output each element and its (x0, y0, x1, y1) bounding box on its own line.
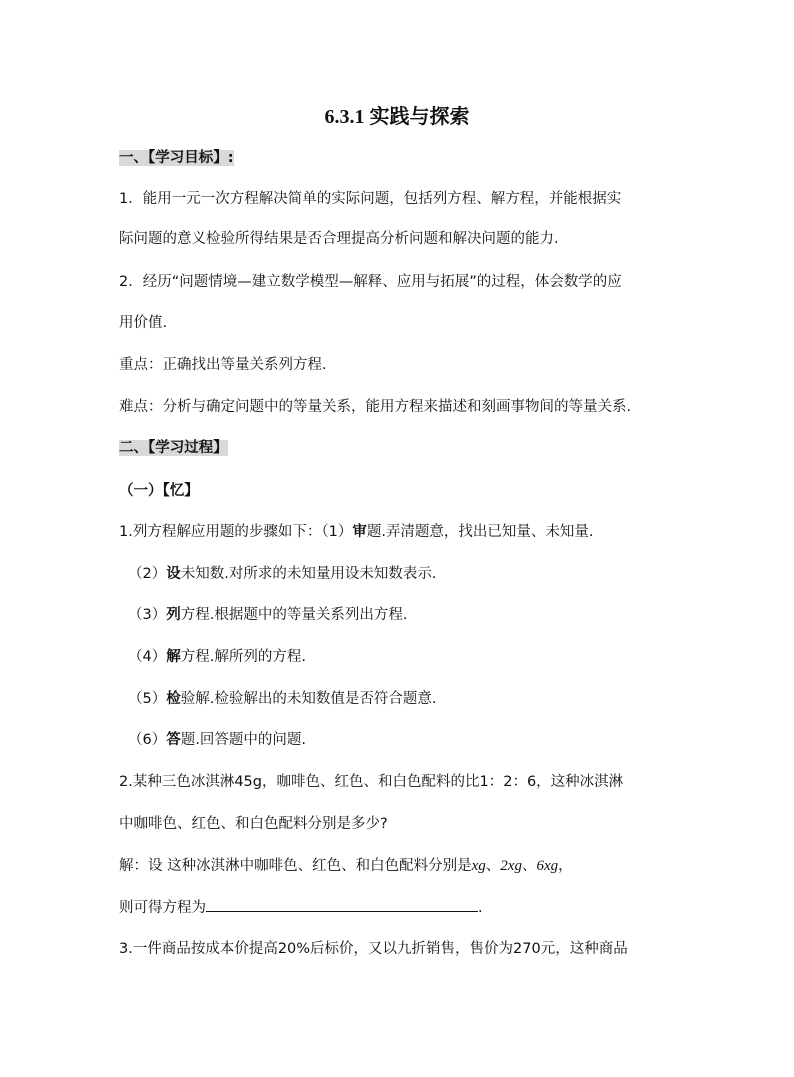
solution-var-2: 2xg (500, 858, 522, 874)
step-5-keyword: 检 (166, 691, 181, 707)
goal-2-line-1: 2．经历“问题情境—建立数学模型—解释、应用与拓展”的过程，体会数学的应 (119, 274, 622, 290)
step-5 (128, 689, 436, 709)
solution-sep-2: 、 (521, 858, 537, 874)
page-title: 6.3.1 实践与探索 (324, 106, 470, 128)
question-2-line-2: 中咖啡色、红色、和白色配料分别是多少? (119, 816, 388, 832)
subsection-heading-recall-text: （一）【忆】 (119, 483, 199, 499)
step-2-text: 未知数.对所求的未知量用设未知数表示. (180, 566, 437, 582)
section-heading-goals (119, 148, 234, 168)
goal-2-line-2: 用价值. (119, 315, 168, 331)
step-1-text: 题.弄清题意，找出已知量、未知量. (366, 524, 594, 540)
question-2-line-1: 2.某种三色冰淇淋45g，咖啡色、红色、和白色配料的比1：2：6，这种冰淇淋 (119, 774, 624, 790)
section-heading-goals-text: 一、【学习目标】: (119, 150, 234, 166)
step-2 (128, 564, 436, 584)
solution-var-1: xg (471, 858, 486, 874)
step-3-number: （3） (128, 607, 167, 623)
goal-1-line-1: 1．能用一元一次方程解决简单的实际问题，包括列方程、解方程，并能根据实 (119, 191, 622, 207)
section-heading-process (119, 438, 228, 458)
step-2-keyword: 设 (166, 566, 181, 582)
step-1-keyword: 审 (352, 524, 367, 540)
solution-sep-1: 、 (485, 858, 501, 874)
question-3-line-1: 3.一件商品按成本价提高20%后标价，又以九折销售，售价为270元，这种商品 (119, 941, 628, 957)
answer-blank[interactable] (206, 897, 478, 912)
subsection-heading-recall (119, 481, 199, 501)
question-1-lead-text: 1.列方程解应用题的步骤如下： (119, 524, 322, 540)
question-1-lead (119, 522, 594, 542)
section-heading-process-text: 二、【学习过程】 (119, 440, 228, 456)
solution-end: ， (558, 858, 573, 874)
step-6-text: 题.回答题中的问题. (180, 732, 306, 748)
equation-label: 则可得方程为 (119, 900, 206, 916)
step-6-keyword: 答 (166, 732, 181, 748)
step-3-keyword: 列 (166, 607, 181, 623)
solution-var-3: 6xg (536, 858, 559, 874)
step-2-number: （2） (128, 566, 167, 582)
step-3-text: 方程.根据题中的等量关系列出方程. (180, 607, 408, 623)
step-4-text: 方程.解所列的方程. (180, 649, 306, 665)
step-4 (128, 647, 306, 667)
step-1-number: （1） (321, 524, 353, 540)
equation-line (119, 897, 483, 918)
step-6-number: （6） (128, 732, 167, 748)
step-4-number: （4） (128, 649, 167, 665)
difficulty-point: 难点：分析与确定问题中的等量关系，能用方程来描述和刻画事物间的等量关系. (119, 399, 632, 415)
key-point: 重点：正确找出等量关系列方程. (119, 357, 327, 373)
step-3 (128, 605, 407, 625)
step-5-text: 验解.检验解出的未知数值是否符合题意. (180, 691, 437, 707)
equation-end: . (478, 900, 483, 916)
solution-line (119, 856, 573, 876)
step-4-keyword: 解 (166, 649, 181, 665)
goal-1-line-2: 际问题的意义检验所得结果是否合理提高分析问题和解决问题的能力. (119, 231, 559, 247)
step-5-number: （5） (128, 691, 167, 707)
solution-text: 解：设 这种冰淇淋中咖啡色、红色、和白色配料分别是 (119, 858, 472, 874)
step-6 (128, 730, 306, 750)
